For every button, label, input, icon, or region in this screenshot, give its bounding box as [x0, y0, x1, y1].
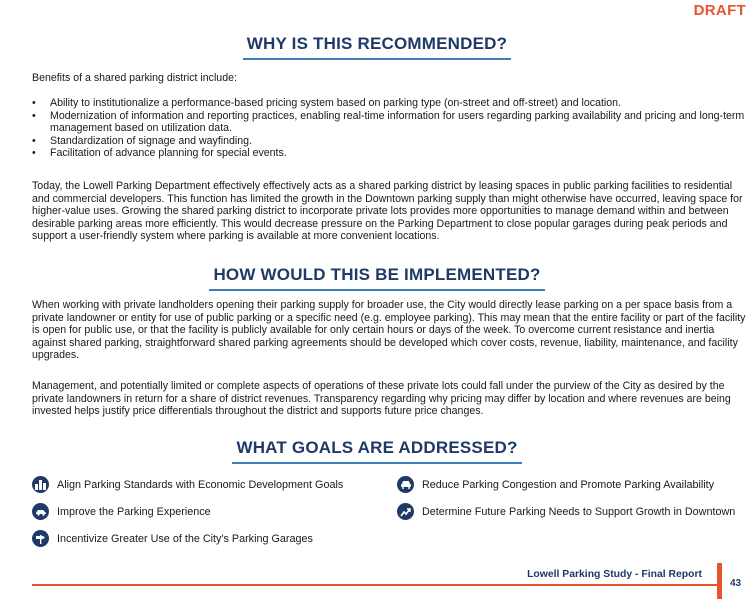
goal-incentivize-garages: Incentivize Greater Use of the City's Parking Garages	[32, 530, 313, 547]
car-side-icon	[32, 503, 49, 520]
list-item: • Facilitation of advance planning for special events.	[32, 147, 287, 160]
goal-align-standards: Align Parking Standards with Economic Development Goals	[32, 476, 343, 493]
footer-accent-bar	[717, 563, 722, 599]
draft-label: DRAFT	[693, 2, 746, 19]
page-number: 43	[730, 578, 742, 589]
heading-text: HOW WOULD THIS BE IMPLEMENTED?	[209, 265, 544, 291]
footer-title: Lowell Parking Study - Final Report	[527, 569, 702, 580]
heading-text: WHY IS THIS RECOMMENDED?	[243, 34, 511, 60]
section-heading-why	[0, 34, 754, 60]
section-heading-how	[0, 265, 754, 291]
implementation-paragraph-2: Management, and potentially limited or complete aspects of operations of these private lots could fall under the purview of the City as desired by the private landowners in return for a share of district revenues. Transparency regarding why pricing may differ by location and where revenues are being invested helps justify price differentials throughout the district and supports future price changes.	[32, 380, 731, 418]
implementation-paragraph-1: When working with private landholders opening their parking supply for broader use, the City would directly lease parking on a per space basis from a private landowner or entity for use of public parking or a specific need (e.g. employee parking). This may mean that the entire facility or part of the facility is open for public use, or that the facility is publicly available for only certain hours or days of the week. To overcome current resistance and inertia against shared parking, straightforward shared parking agreements should be developed which cover costs, revenue, liability, maintenance, and facility upgrades.	[32, 299, 746, 362]
section-heading-goals	[0, 438, 754, 464]
footer-divider	[32, 584, 722, 586]
growth-arrow-icon	[397, 503, 414, 520]
goal-reduce-congestion: Reduce Parking Congestion and Promote Parking Availability	[397, 476, 714, 493]
car-icon	[397, 476, 414, 493]
list-item: • Standardization of signage and wayfinding.	[32, 134, 253, 147]
benefits-intro: Benefits of a shared parking district include:	[32, 72, 237, 84]
list-item: • Ability to institutionalize a performance-based pricing system based on parking type (on-street and off-street) and location.	[32, 97, 621, 109]
list-item: • Modernization of information and reporting practices, enabling real-time information for users regarding parking availability and pricing and long-term management based on utilization data.	[32, 109, 745, 135]
today-paragraph: Today, the Lowell Parking Department effectively effectively acts as a shared parking district by leasing spaces in public parking facilities to residential and commercial developers. This function has limited the growth in the Downtown parking supply than might otherwise have occurred, leaving space for higher-value uses. Growing the shared parking district to incorporate private lots provides more opportunities to manage demand within and between desirable parking areas more efficiently. This would decrease pressure on the Parking Department to close popular garages during peak periods and support a user-friendly system where parking is available at more convenient locations.	[32, 180, 743, 243]
benefits-list	[32, 97, 746, 160]
goal-future-needs: Determine Future Parking Needs to Support Growth in Downtown	[397, 503, 735, 520]
goal-improve-experience: Improve the Parking Experience	[32, 503, 211, 520]
heading-text: WHAT GOALS ARE ADDRESSED?	[232, 438, 521, 464]
signpost-icon	[32, 530, 49, 547]
city-buildings-icon	[32, 476, 49, 493]
